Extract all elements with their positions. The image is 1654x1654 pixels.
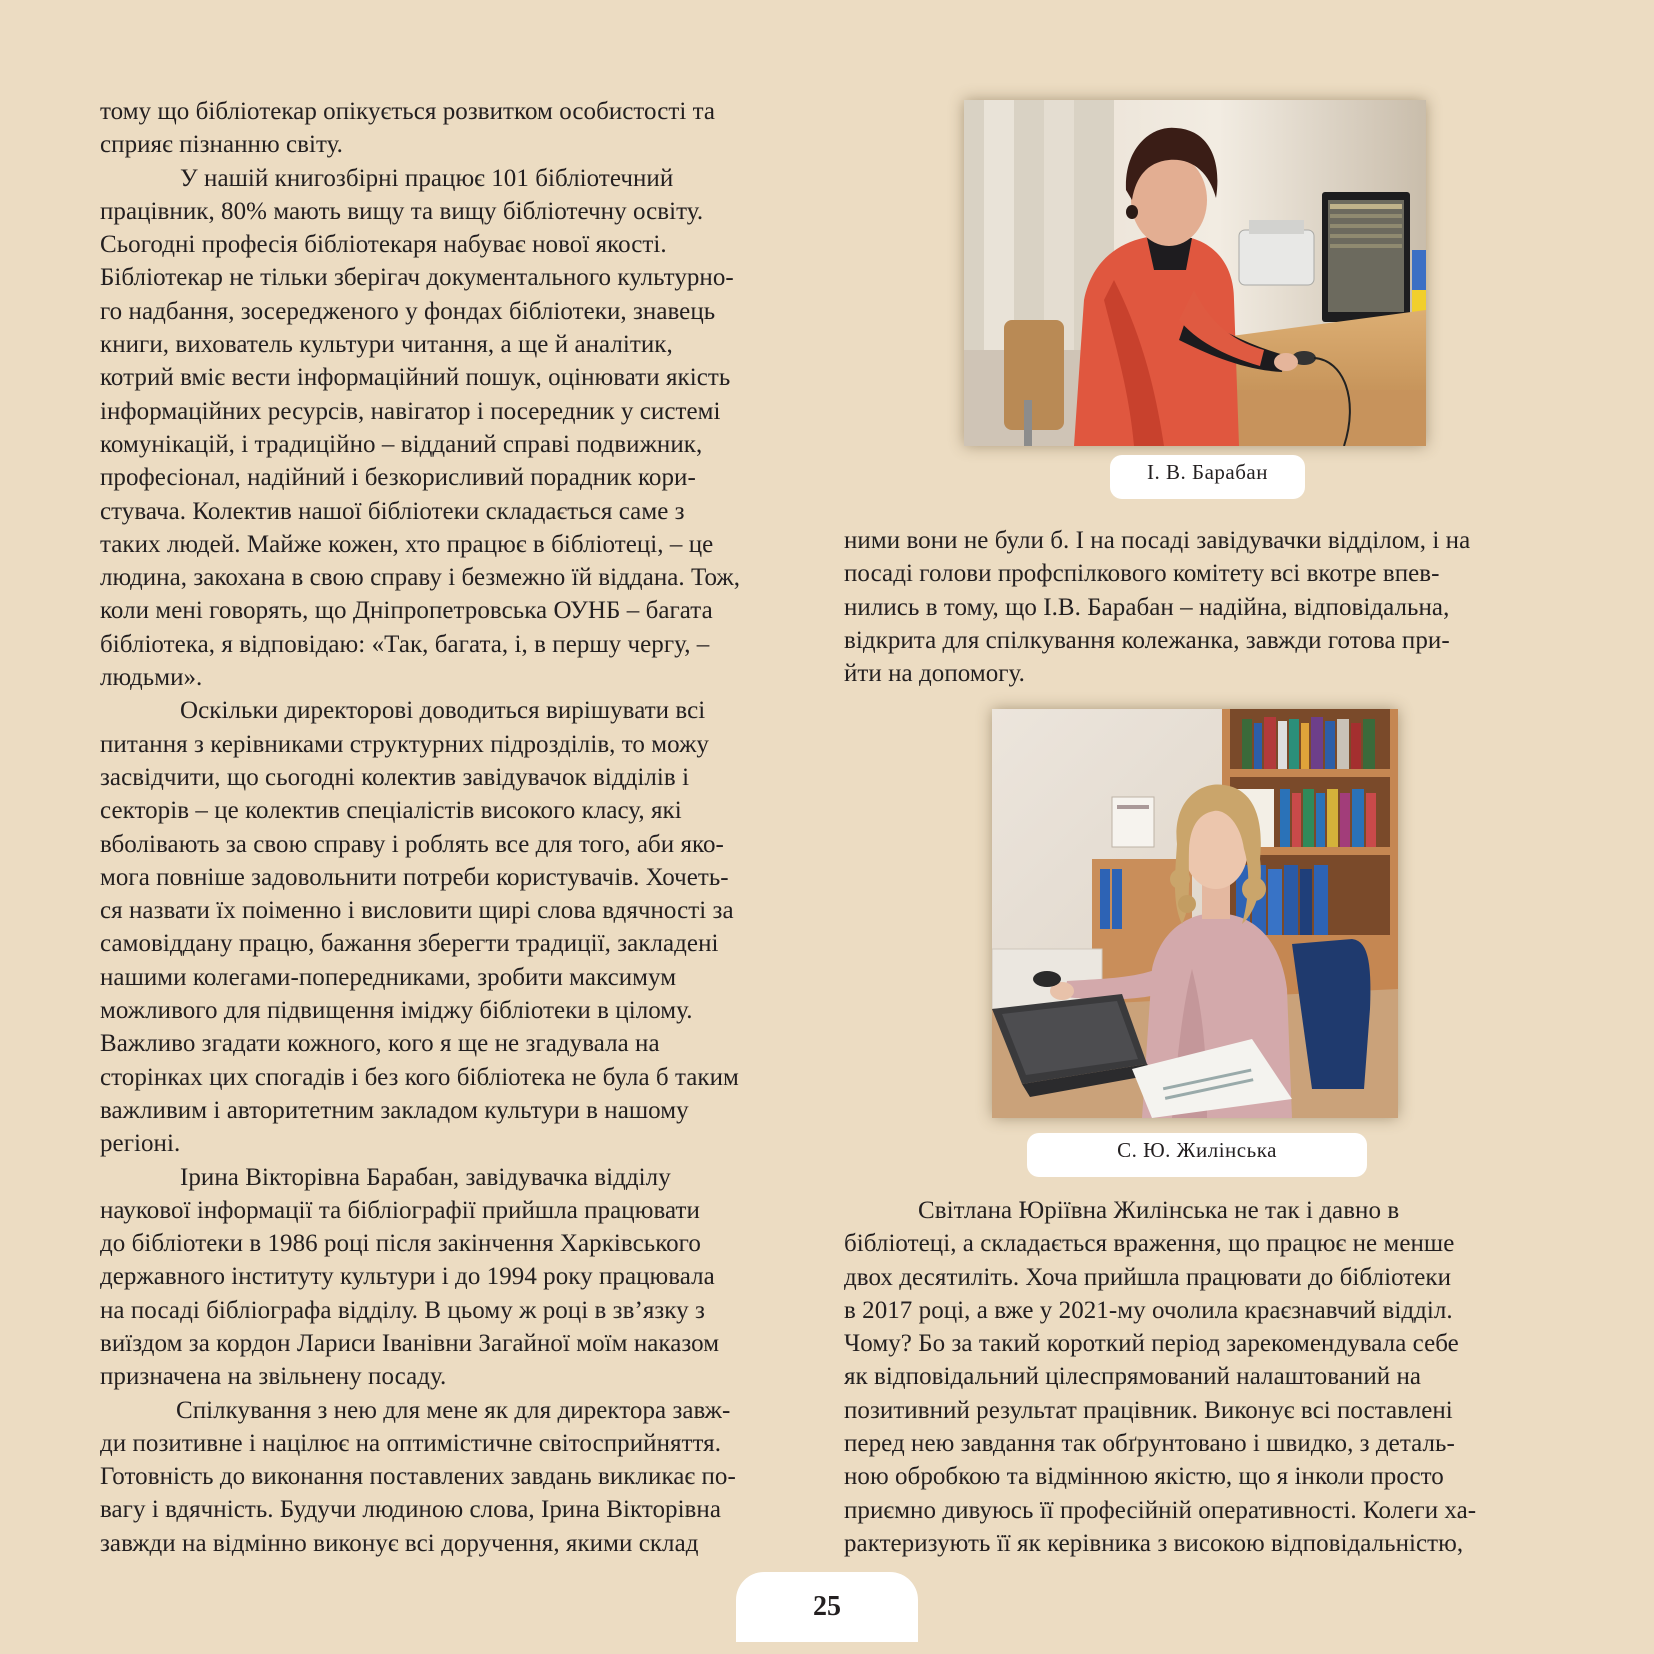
text-line: вагу і вдячність. Будучи людиною слова, Ірина Вікторівна	[100, 1496, 721, 1524]
paragraph	[100, 694, 820, 1160]
text-line: державного інституту культури і до 1994 року працювала	[100, 1263, 715, 1291]
text-line: засвідчити, що сьогодні колектив завідувачок відділів і	[100, 763, 690, 791]
text-line: Ірина Вікторівна Барабан, завідувачка відділу	[180, 1163, 671, 1191]
text-line: позитивний результат працівник. Виконує всі поставлені	[844, 1396, 1453, 1424]
text-line: можливого для підвищення іміджу бібліотеки в цілому.	[100, 997, 693, 1025]
text-line: коли мені говорять, що Дніпропетровська ОУНБ – багата	[100, 597, 713, 625]
page-number: 25	[736, 1572, 918, 1642]
text-line: як відповідальний цілеспрямований налаштований на	[844, 1363, 1422, 1391]
text-line: вболівають за свою справу і роблять все для того, аби яко-	[100, 830, 724, 858]
paragraph	[844, 1194, 1564, 1560]
text-line: го надбання, зосередженого у фондах бібліотеки, знавець	[100, 297, 716, 325]
text-line: Спілкування з нею для мене як для директора завж-	[176, 1396, 731, 1424]
text-line: самовіддану працю, бажання зберегти традиції, закладені	[100, 930, 719, 958]
text-line: нашими колегами-попередниками, зробити максимум	[100, 963, 677, 991]
left-column	[100, 95, 820, 1560]
text-line: бібліотека, я відповідаю: «Так, багата, і, в першу чергу, –	[100, 630, 710, 658]
text-line: важливим і авторитетним закладом культури в нашому	[100, 1096, 689, 1124]
text-line: У нашій книгозбірні працює 101 бібліотечний	[180, 164, 674, 192]
text-line: людьми».	[100, 664, 203, 692]
right-column-top	[844, 524, 1564, 690]
text-line: бібліотеці, а складається враження, що працює не менше	[844, 1230, 1455, 1258]
text-line: наукової інформації та бібліографії прийшла працювати	[100, 1196, 700, 1224]
text-line: Сьогодні професія бібліотекаря набуває нової якості.	[100, 231, 667, 259]
text-line: працівник, 80% мають вищу та вищу бібліотечну освіту.	[100, 197, 704, 225]
text-line: рактеризують її як керівника з високою відповідальністю,	[844, 1529, 1464, 1557]
text-line: сторінках цих спогадів і без кого бібліотека не була б таким	[100, 1063, 739, 1091]
text-line: інформаційних ресурсів, навігатор і посередник у системі	[100, 397, 721, 425]
photo-caption: С. Ю. Жилінська	[1027, 1133, 1367, 1177]
text-line: виїздом за кордон Лариси Іванівни Загайної моїм наказом	[100, 1329, 720, 1357]
paragraph	[100, 95, 820, 162]
text-line: котрий вміє вести інформаційний пошук, оцінювати якість	[100, 364, 731, 392]
text-line: нились в тому, що І.В. Барабан – надійна, відповідальна,	[844, 593, 1450, 621]
text-line: призначена на звільнену посаду.	[100, 1363, 447, 1391]
right-column-bottom	[844, 1194, 1564, 1560]
text-line: книги, вихователь культури читання, а ще й аналітик,	[100, 331, 673, 359]
paragraph	[100, 1394, 820, 1560]
text-line: на посаді бібліографа відділу. В цьому ж році в зв’язку з	[100, 1296, 705, 1324]
text-line: комунікацій, і традиційно – відданий справі подвижник,	[100, 430, 703, 458]
text-line: питання з керівниками структурних підрозділів, то можу	[100, 730, 709, 758]
text-line: ною обробкою та відмінною якістю, що я інколи просто	[844, 1463, 1444, 1491]
text-line: регіоні.	[100, 1130, 181, 1158]
text-line: перед нею завдання так обґрунтовано і швидко, з деталь-	[844, 1430, 1455, 1458]
text-line: таких людей. Майже кожен, хто працює в бібліотеці, – це	[100, 530, 714, 558]
text-line: тому що бібліотекар опікується розвитком особистості та	[100, 98, 716, 125]
text-line: професіонал, надійний і безкорисливий порадник кори-	[100, 464, 696, 492]
text-line: Важливо згадати кожного, кого я ще не згадувала на	[100, 1030, 660, 1058]
text-line: відкрита для спілкування колежанка, завжди готова при-	[844, 626, 1450, 654]
text-line: мога повніше задовольнити потреби користувачів. Хочеть-	[100, 863, 729, 891]
text-line: ди позитивне і націлює на оптимістичне світосприйняття.	[100, 1429, 722, 1457]
text-line: приємно дивуюсь її професійній оперативності. Колеги ха-	[844, 1496, 1477, 1524]
text-line: Чому? Бо за такий короткий період зарекомендувала себе	[844, 1330, 1459, 1358]
text-line: в 2017 році, а вже у 2021-му очолила краєзнавчий відділ.	[844, 1296, 1453, 1324]
photo-zhylinska-image	[992, 709, 1398, 1118]
text-line: Світлана Юріївна Жилінська не так і давно в	[918, 1197, 1400, 1224]
text-line: двох десятиліть. Хоча прийшла працювати до бібліотеки	[844, 1263, 1452, 1291]
text-line: ся назвати їх поіменно і висловити щирі слова вдячності за	[100, 897, 734, 925]
text-line: Бібліотекар не тільки зберігач документального культурно-	[100, 264, 734, 292]
text-line: до бібліотеки в 1986 році після закінчення Харківського	[100, 1230, 701, 1258]
paragraph	[844, 524, 1564, 690]
text-line: йти на допомогу.	[844, 660, 1025, 688]
text-line: Готовність до виконання поставлених завдань викликає по-	[100, 1463, 736, 1491]
paragraph	[100, 162, 820, 695]
photo-barabanA	[964, 100, 1426, 446]
text-line: завжди на відмінно виконує всі доручення, якими склад	[100, 1529, 699, 1557]
text-line: людина, закохана в свою справу і безмежно їй віддана. Тож,	[100, 564, 741, 592]
text-line: ними вони не були б. І на посаді завідувачки відділом, і на	[844, 527, 1471, 554]
text-line: секторів – це колектив спеціалістів високого класу, які	[100, 797, 682, 825]
photo-zhylinska	[992, 709, 1398, 1118]
photo-caption: І. В. Барабан	[1110, 455, 1305, 499]
text-line: посаді голови профспілкового комітету всі вкотре впев-	[844, 560, 1440, 588]
paragraph	[100, 1161, 820, 1394]
text-line: Оскільки директорові доводиться вирішувати всі	[180, 697, 706, 725]
photo-barabanA-image	[964, 100, 1426, 446]
text-line: стувача. Колектив нашої бібліотеки складається саме з	[100, 497, 685, 525]
text-line: сприяє пізнанню світу.	[100, 131, 343, 159]
